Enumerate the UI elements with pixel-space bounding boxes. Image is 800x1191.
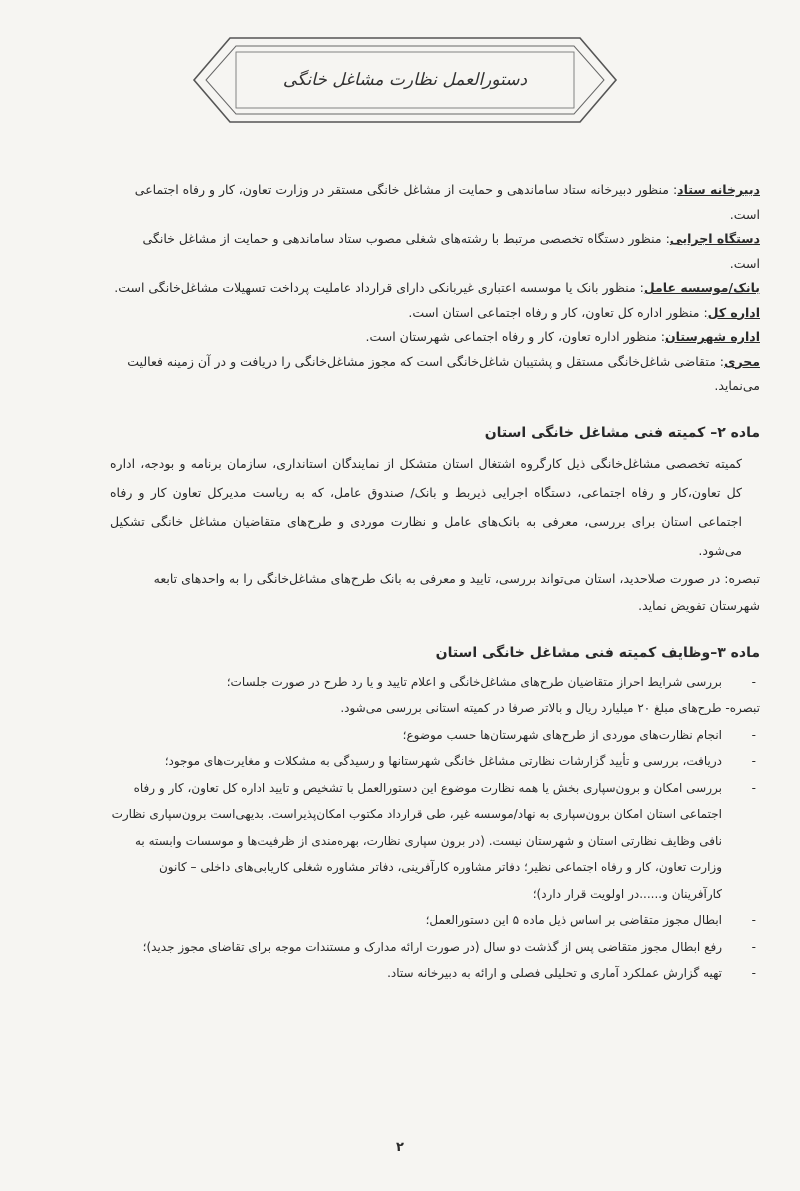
list-item: - ابطال مجوز متقاضی بر اساس ذیل ماده ۵ این دستورالعمل؛: [110, 907, 760, 934]
definition-item: [110, 301, 760, 326]
definition-item: [110, 227, 760, 276]
definition-item: [110, 350, 760, 399]
definition-term: اداره شهرستان: [665, 329, 760, 344]
article-3-heading: ماده ۳–وظایف کمیته فنی مشاغل خانگی استان: [435, 644, 760, 661]
list-item-note: تبصره- طرح‌های مبلغ ۲۰ میلیارد ریال و بالاتر صرفا در کمیته استانی بررسی می‌شود.: [340, 701, 760, 715]
article-2-heading: ماده ۲– کمیته فنی مشاغل خانگی استان: [484, 424, 760, 441]
list-item: - انجام نظارت‌های موردی از طرح‌های شهرستان‌ها حسب موضوع؛: [110, 722, 760, 749]
definition-text: : منظور اداره کل تعاون، کار و رفاه اجتماعی استان است.: [408, 304, 708, 320]
article-2-body: کمیته تخصصی مشاغل‌خانگی ذیل کارگروه اشتغال استان متشکل از نمایندگان استانداری، سازمان برنامه و بودجه، اداره کل تعاون،کار و رفاه اجتماعی، دستگاه اجرایی ذیربط و بانک/ صندوق عامل، که به ریاست مدیرکل تعاون کار و رفاه اجتماعی استان برای بررسی، معرفی به بانک‌های عامل و نظارت موردی و طرح‌های متقاضیان مشاغل خانگی تشکیل می‌شود.: [110, 455, 742, 558]
article-2-note: تبصره: در صورت صلاحدید، استان می‌تواند بررسی، تایید و معرفی به بانک طرح‌های مشاغل‌خانگی را به واحدهای تابعه شهرستان تفویض نماید.: [153, 570, 760, 613]
definition-item: [110, 276, 760, 301]
definition-term: دستگاه اجرایی: [669, 231, 760, 246]
definitions-list: [110, 178, 760, 399]
list-item: - تهیه گزارش عملکرد آماری و تحلیلی فصلی و ارائه به دبیرخانه ستاد.: [110, 960, 760, 987]
definition-text: : منظور اداره تعاون، کار و رفاه اجتماعی شهرستان است.: [365, 329, 665, 344]
page-number: ۲: [396, 1140, 404, 1155]
definition-text: : منظور دستگاه تخصصی مرتبط با رشته‌های شغلی مصوب ستاد ساماندهی و حمایت از مشاغل خانگی است.: [142, 231, 760, 271]
list-item: - دریافت، بررسی و تأیید گزارشات نظارتی مشاغل خانگی شهرستانها و رسیدگی به مشکلات و مغایرت‌های موجود؛: [110, 748, 760, 775]
definition-text: : متقاضی شاغل‌خانگی مستقل و پشتیبان شاغل‌خانگی است که مجوز مشاغل‌خانگی را دریافت و در آن زمینه فعالیت می‌نماید.: [127, 353, 760, 393]
definition-term: مجری: [724, 353, 760, 369]
title-banner: [190, 30, 620, 130]
article-3-section: [110, 641, 760, 987]
definition-text: : منظور دبیرخانه ستاد ساماندهی و حمایت از مشاغل خانگی مستقر در وزارت تعاون، کار و رفاه اجتماعی است.: [134, 182, 760, 222]
definition-item: [110, 178, 760, 227]
definition-term: بانک/موسسه عامل: [643, 280, 760, 295]
document-body: [110, 178, 760, 987]
definition-term: دبیرخانه ستاد: [677, 182, 760, 197]
definition-term: اداره کل: [707, 304, 760, 320]
list-item: - رفع ابطال مجوز متقاضی پس از گذشت دو سال (در صورت ارائه مدارک و مستندات موجه برای تقاضای مجوز جدید)؛: [110, 934, 760, 961]
article-2-section: [110, 421, 760, 619]
list-item: - بررسی شرایط احراز متقاضیان طرح‌های مشاغل‌خانگی و اعلام تایید و یا رد طرح در صورت جلسات؛: [110, 669, 760, 696]
definition-text: : منظور بانک یا موسسه اعتباری غیربانکی دارای قرارداد عاملیت پرداخت تسهیلات مشاغل‌خانگی است.: [114, 280, 644, 295]
article-3-list: [110, 669, 760, 987]
definition-item: [110, 325, 760, 350]
list-item: - بررسی امکان و برون‌سپاری بخش یا همه نظارت موضوع این دستورالعمل با تشخیص و تایید اداره کل تعاون، کار و رفاه اجتماعی استان امکان برون‌سپاری به نهاد/موسسه غیر، طی قرارداد مکتوب امکان‌پذیراست. بدیهی‌است برون‌سپاری نظارت نافی وظایف نظارتی استان و شهرستان نیست. (در برون سپاری نظارت، بهره‌مندی از ظرفیت‌ها و موسسات وابسته به وزارت تعاون، کار و رفاه اجتماعی نظیر؛ دفاتر مشاوره کارآفرینی، دفاتر مشاوره شغلی کاریابی‌های داخلی – کانون کارآفرینان و......در اولویت قرار دارد)؛: [110, 775, 760, 908]
page-title: دستورالعمل نظارت مشاغل خانگی: [282, 70, 528, 90]
